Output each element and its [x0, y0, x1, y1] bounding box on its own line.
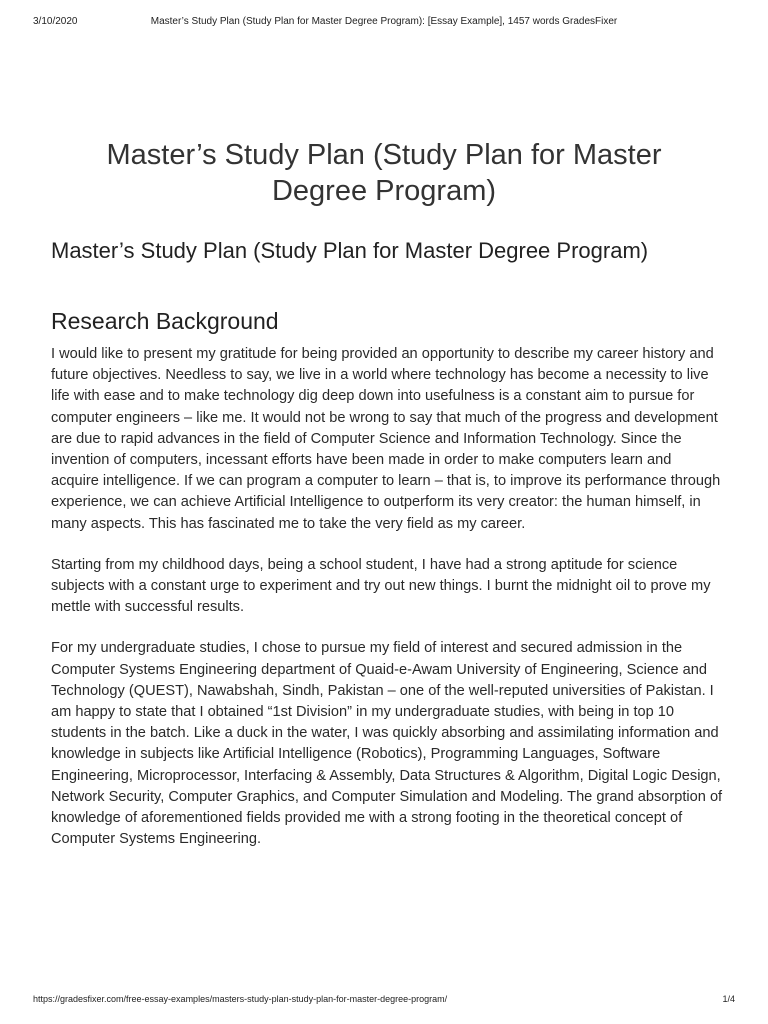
page-title: Master’s Study Plan (Study Plan for Master Degree Program) [106, 139, 662, 207]
section-heading-research-background: Research Background [51, 308, 279, 334]
article-subtitle: Master’s Study Plan (Study Plan for Master Degree Program) [51, 238, 649, 263]
essay-paragraph-1: I would like to present my gratitude for being provided an opportunity to describe my career history and future objectives. Needless to say, we live in a world where technology has become a necessity to live life with ease and to make technology dig deep down into usefulness is a constant aim to pursue for computer engineers – like me. It would not be wrong to say that much of the progress and development are due to rapid advances in the field of Computer Science and Information Technology. Since the invention of computers, incessant efforts have been made in order to make computers learn and acquire intelligence. If we can program a computer to learn – that is, to improve its performance through experience, we can achieve Artificial Intelligence to outperform its very creator: the human himself, in many aspects. This has fascinated me to take the very field as my career. [51, 346, 721, 532]
essay-body [51, 344, 723, 870]
print-document-title: Master’s Study Plan (Study Plan for Master Degree Program): [Essay Example], 1457 words GradesFixer [150, 16, 618, 27]
essay-paragraph-2: Starting from my childhood days, being a school student, I have had a strong aptitude for science subjects with a constant urge to experiment and try out new things. I burnt the midnight oil to prove my mettle with successful results. [51, 556, 711, 616]
page-number: 1/4 [722, 994, 735, 1004]
source-url: https://gradesfixer.com/free-essay-examples/masters-study-plan-study-plan-for-master-degree-program/ [33, 994, 448, 1004]
print-date: 3/10/2020 [33, 16, 78, 27]
essay-paragraph-3: For my undergraduate studies, I chose to pursue my field of interest and secured admission in the Computer Systems Engineering department of Quaid-e-Awam University of Engineering, Science and Technology (QUEST), Nawabshah, Sindh, Pakistan – one of the well-reputed universities of Pakistan. I am happy to state that I obtained “1st Division” in my undergraduate studies, with being in top 10 students in the batch. Like a duck in the water, I was quickly absorbing and assimilating information and knowledge in subjects like Artificial Intelligence (Robotics), Programming Languages, Software Engineering, Microprocessor, Interfacing & Assembly, Data Structures & Algorithm, Digital Logic Design, Network Security, Computer Graphics, and Computer Simulation and Modeling. The grand absorption of knowledge of aforementioned fields provided me with a strong footing in the theoretical concept of Computer Systems Engineering. [51, 640, 723, 848]
